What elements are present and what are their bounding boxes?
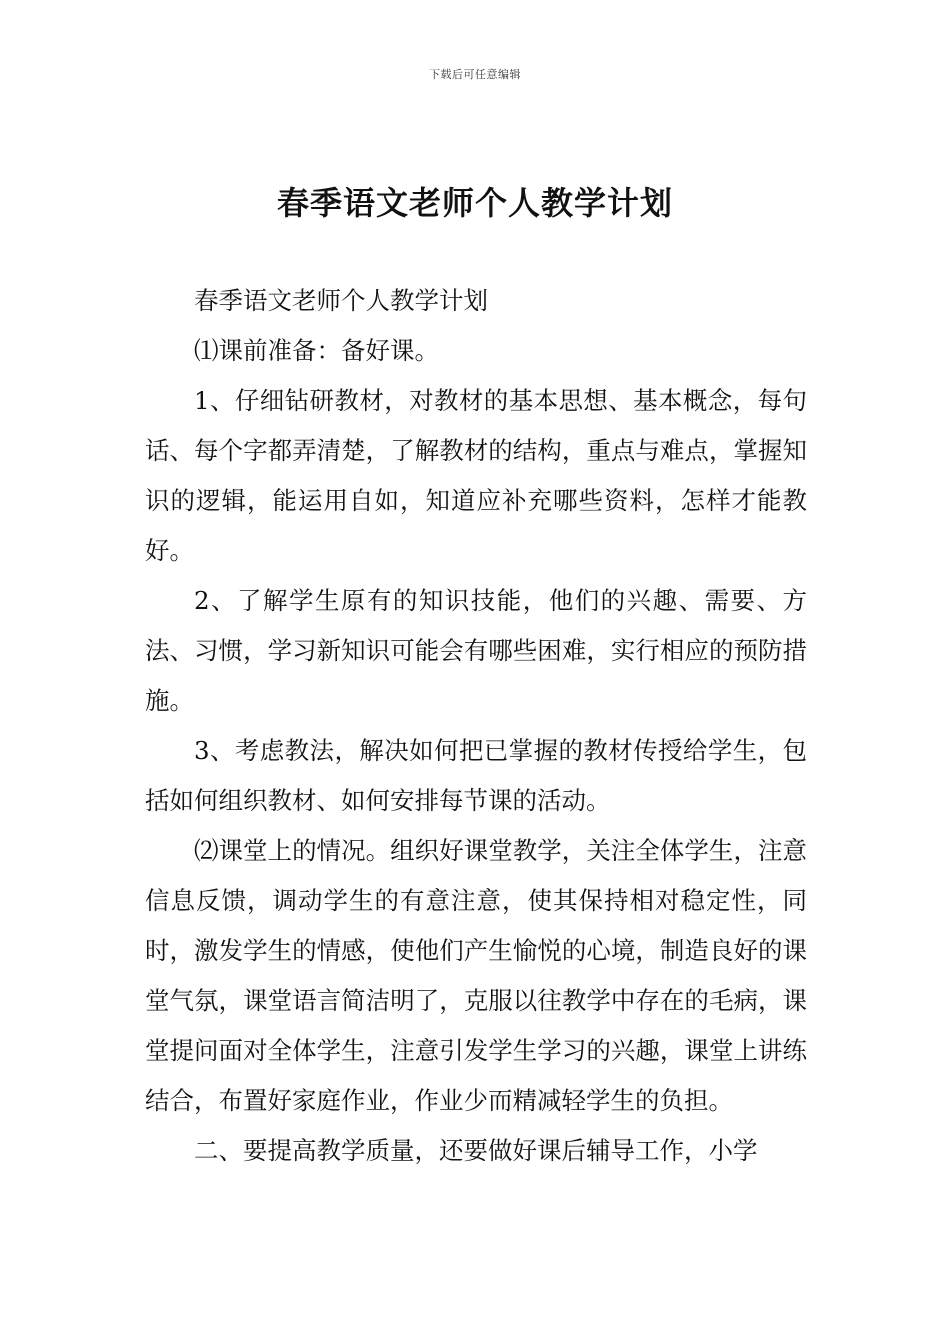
- paragraph: 2、了解学生原有的知识技能，他们的兴趣、需要、方法、习惯，学习新知识可能会有哪些困难，实行相应的预防措施。: [145, 586, 807, 715]
- paragraph: 3、考虑教法，解决如何把已掌握的教材传授给学生，包括如何组织教材、如何安排每节课的活动。: [145, 736, 807, 815]
- paragraph-subtitle: 春季语文老师个人教学计划: [194, 286, 488, 315]
- document-title: 春季语文老师个人教学计划: [276, 184, 673, 222]
- paragraph: 二、要提高教学质量，还要做好课后辅导工作，小学: [194, 1136, 758, 1165]
- header-note: 下载后可任意编辑: [429, 68, 521, 81]
- paragraph: ⑴课前准备：备好课。: [194, 336, 439, 365]
- paragraph: ⑵课堂上的情况。组织好课堂教学，关注全体学生，注意信息反馈，调动学生的有意注意，使其保持相对稳定性，同时，激发学生的情感，使他们产生愉悦的心境，制造良好的课堂气氛，课堂语言简洁明了，克服以往教学中存在的毛病，课堂提问面对全体学生，注意引发学生学习的兴趣，课堂上讲练结合，布置好家庭作业，作业少而精减轻学生的负担。: [145, 836, 807, 1115]
- document-body: [145, 276, 807, 1176]
- paragraph: 1、仔细钻研教材，对教材的基本思想、基本概念，每句话、每个字都弄清楚，了解教材的结构，重点与难点，掌握知识的逻辑，能运用自如，知道应补充哪些资料，怎样才能教好。: [145, 386, 807, 565]
